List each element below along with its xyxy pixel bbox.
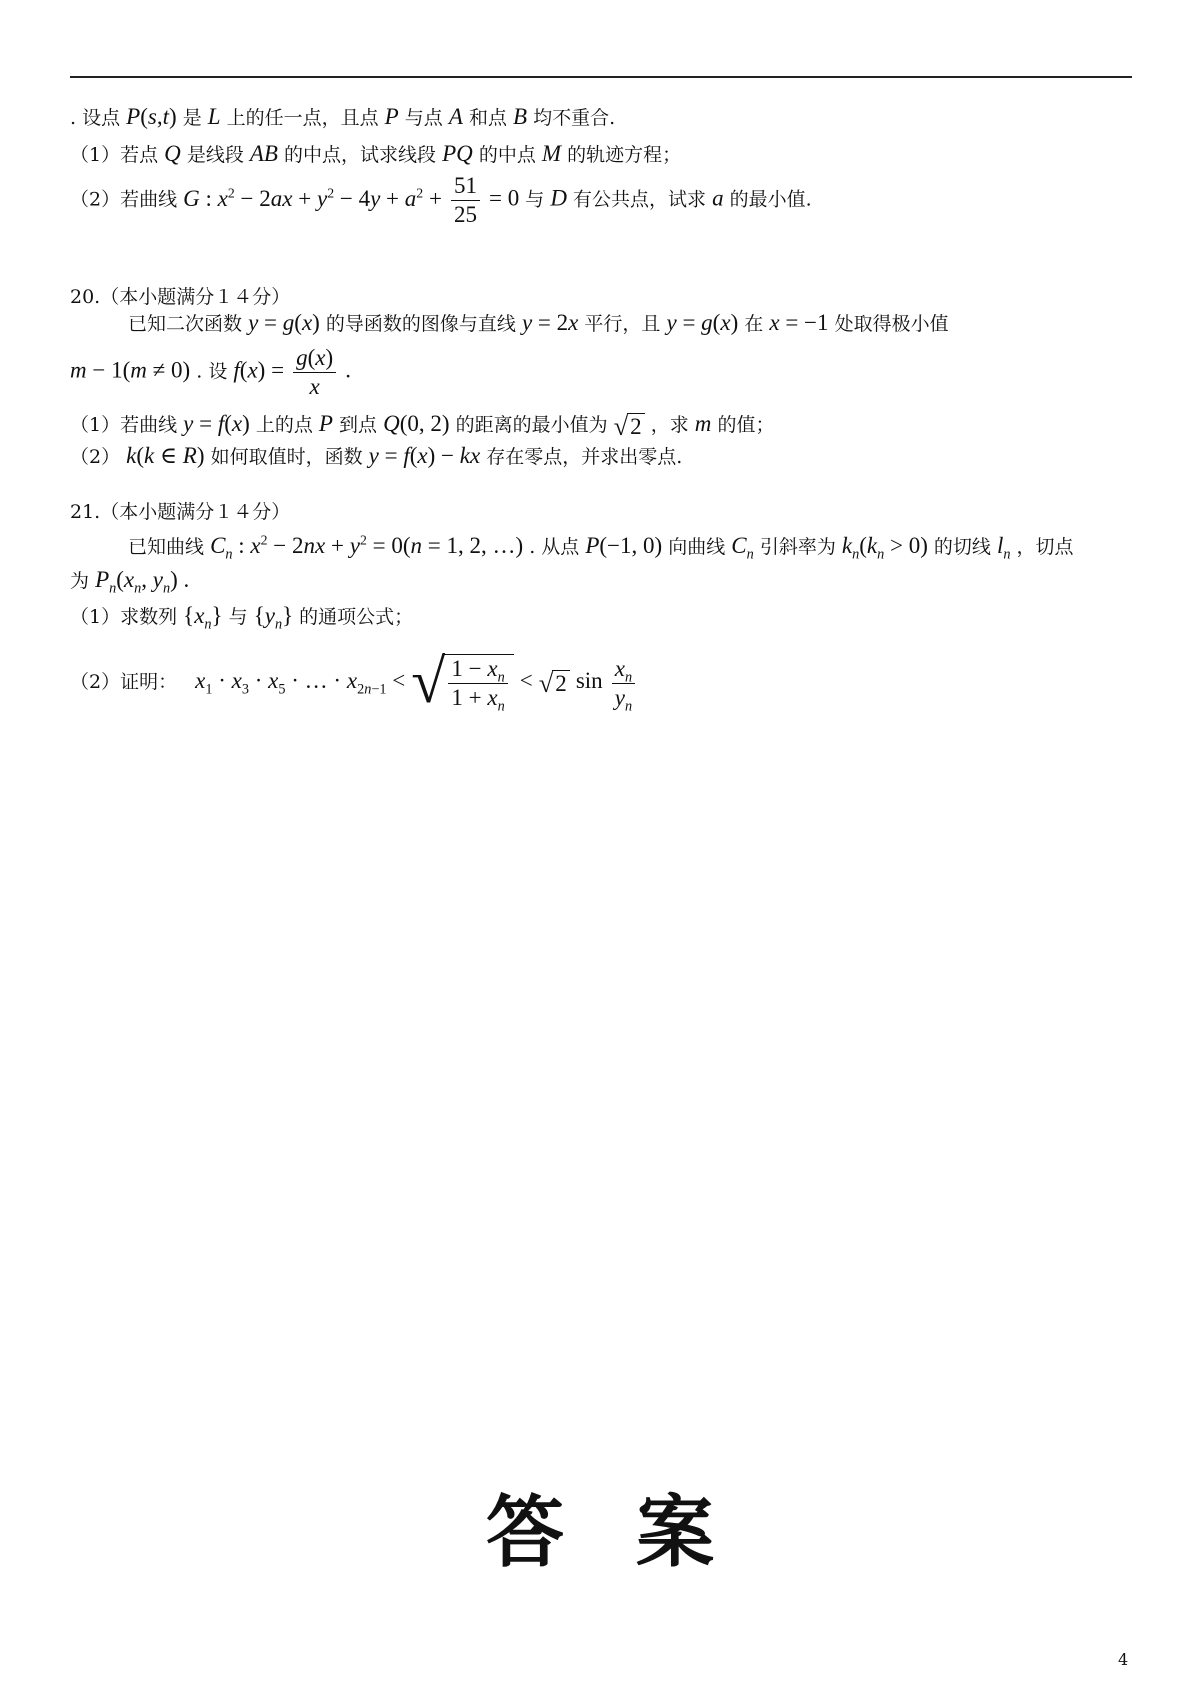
denominator: 25 (453, 202, 477, 227)
text: 到点 (339, 414, 378, 436)
text: . 设 (196, 360, 228, 383)
text: ，切点 (1016, 536, 1074, 558)
text: 和点 (468, 107, 507, 129)
p20-heading: 20.（本小题满分１４分） (70, 286, 291, 308)
text: （1）若曲线 (70, 414, 178, 436)
text: 均不重合. (533, 107, 616, 129)
text: （2）证明： (70, 671, 178, 693)
text: . 从点 (529, 536, 580, 558)
text: 与 (228, 606, 248, 628)
text: 的轨迹方程； (567, 144, 682, 166)
text: 在 (744, 313, 764, 335)
page-number: 4 (1118, 1650, 1129, 1669)
sqrt-fraction: √ $\frac{1 - x_n}{1 + x_n}$ (411, 654, 513, 712)
text: ，求 (650, 414, 689, 436)
text: 的切线 (933, 536, 991, 558)
text: 存在零点，并求出零点. (486, 446, 683, 468)
text: 处取得极小值 (834, 313, 949, 335)
fraction-xn-over-yn: $\frac{x_n}{y_n}$ (612, 655, 635, 712)
text: 是 (182, 107, 202, 129)
answer-title-char: 答 (485, 1488, 564, 1578)
sqrt-2: √ 2 (614, 413, 645, 440)
text: 的距离的最小值为 (455, 414, 608, 436)
text: （1）若点 (70, 144, 159, 166)
text: 已知曲线 (128, 536, 205, 558)
sqrt-2-coefficient: √ 2 (539, 670, 570, 697)
text: （2） (70, 446, 121, 468)
text: 与点 (404, 107, 443, 129)
p20-part1-line: （1）若曲线 y = f(x) 上的点 P 到点 Q(0, 2) 的距离的最小值为 √ 2 ，求 m 的值； (70, 410, 775, 441)
text: 的值； (717, 414, 775, 436)
text: 有公共点，试求 (573, 188, 707, 211)
text: 的中点 (478, 144, 536, 166)
p21-heading: 21.（本小题满分１４分） (70, 501, 291, 523)
text: 的中点，试求线段 (284, 144, 437, 166)
answer-title-char: 案 (636, 1488, 715, 1578)
text: 是线段 (186, 144, 244, 166)
p21-part1-line: （1）求数列 $\{x_n\}$ 与 $\{y_n\}$ 的通项公式； (70, 603, 414, 633)
text: （1）求数列 (70, 606, 178, 628)
p19-part2-line: （2）若曲线 G : $x^2 - 2ax + y^2 - 4y + a^2$ + $\frac{51}{25}$ = 0 与 D 有公共点，试求 a 的最小值. (70, 173, 812, 227)
text: 引斜率为 (759, 536, 836, 558)
text: 已知二次函数 (128, 313, 243, 335)
text: 的最小值. (729, 188, 812, 211)
fraction-51-25 (451, 172, 480, 229)
p19-intro-line: . 设点 P(s,t) 是 L 上的任一点，且点 P 与点 A 和点 B 均不重合. (70, 104, 616, 129)
text: 向曲线 (668, 536, 726, 558)
fraction-gx-over-x: $\frac{g(x)}{x}$ (293, 344, 336, 401)
text: 上的点 (255, 414, 313, 436)
numerator: 51 (451, 172, 480, 201)
text: 的导函数的图像与直线 (325, 313, 516, 335)
p20-stem-line2: m − 1(m ≠ 0) . 设 f(x) = $\frac{g(x)}{x}$ . (70, 345, 351, 399)
text: 平行，且 (584, 313, 661, 335)
text: . 设点 (70, 107, 121, 129)
p20-part2-line: （2） k(k ∈ R) 如何取值时，函数 y = f(x) − kx 存在零点，并求出零点. (70, 443, 683, 468)
p21-stem-line2: 为 $P_n(x_n$, $y_n$) . (70, 567, 190, 597)
p20-stem-line1: 已知二次函数 y = g(x) 的导函数的图像与直线 y = 2x 平行，且 y = g(x) 在 x = −1 处取得极小值 (128, 310, 949, 335)
p19-part1-line: （1）若点 Q 是线段 AB 的中点，试求线段 PQ 的中点 M 的轨迹方程； (70, 141, 682, 166)
p21-stem-line1: 已知曲线 $C_n$ : $x^2 - 2nx + y^2 = 0(n = 1$, 2, …) . 从点 P(−1, 0) 向曲线 $C_n$ 引斜率为 $k_n(k_n > 0)$ 的切线 $l_n$ ，切点 (128, 532, 1074, 563)
text: 的通项公式； (299, 606, 414, 628)
answer-title (0, 1488, 1200, 1578)
fraction-1-minus-xn-over-1-plus-xn: $\frac{1 - x_n}{1 + x_n}$ (448, 655, 507, 712)
text: （2）若曲线 (70, 188, 178, 211)
text: 如何取值时，函数 (210, 446, 363, 468)
text: 与 (525, 188, 545, 211)
text: 为 (70, 570, 90, 592)
text: 上的任一点，且点 (226, 107, 379, 129)
header-rule (70, 76, 1132, 78)
p21-part2-line: （2）证明： $x_1 \cdot x_3 \cdot x_5$ · … · $x_{2n-1}$ < √ $\frac{1 - x_n}{1 + x_n}$ < √ 2 sin $\frac{x_n}{y_n}$ (70, 654, 638, 712)
